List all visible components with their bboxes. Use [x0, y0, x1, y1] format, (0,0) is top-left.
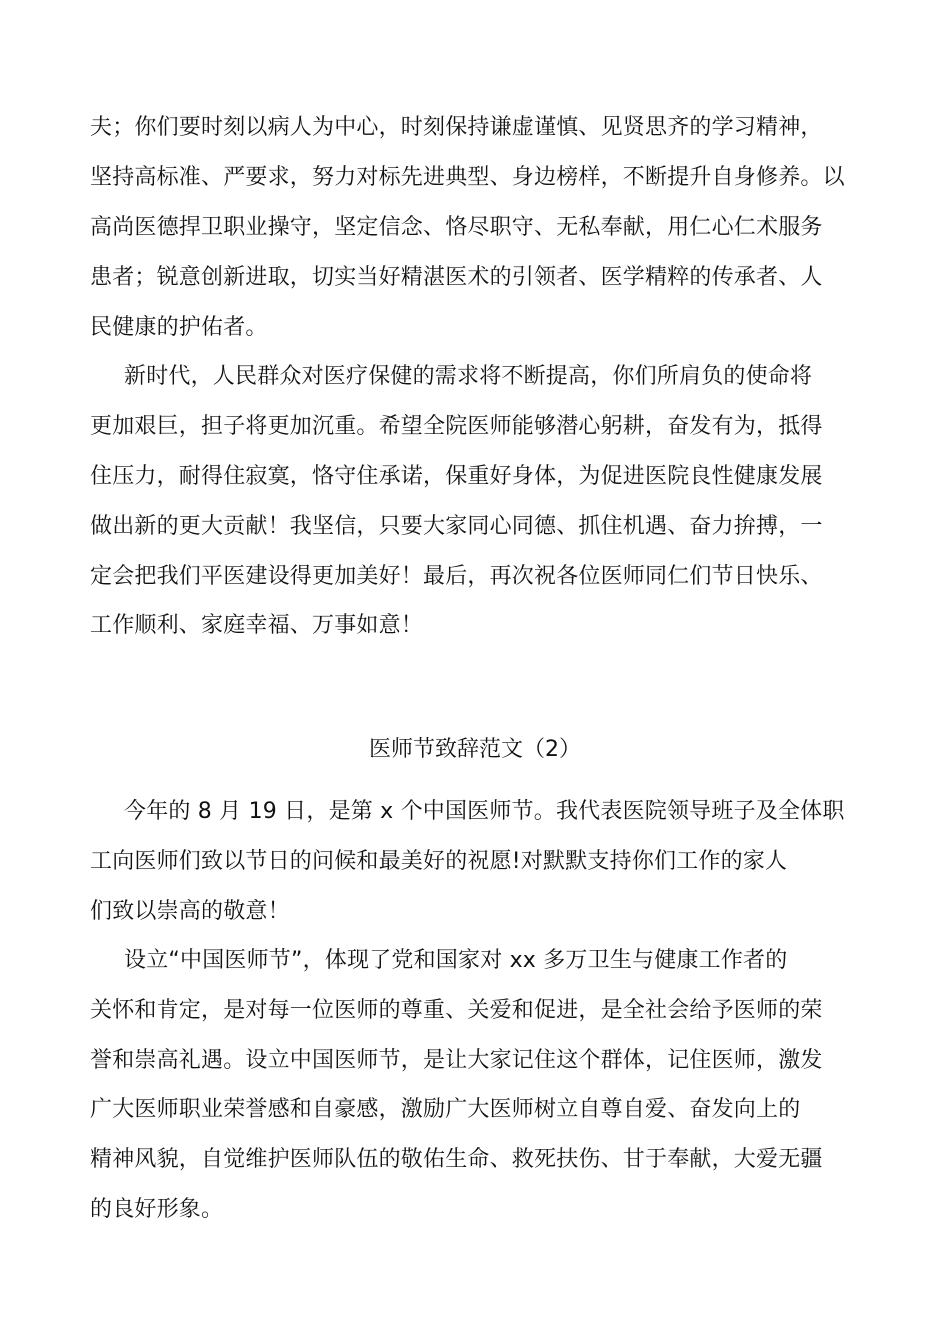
text-line: 的良好形象。 [90, 1197, 224, 1222]
text-line: 住压力，耐得住寂寞，恪守住承诺，保重好身体，为促进医院良性健康发展 [90, 464, 823, 489]
text-line: 更加艰巨，担子将更加沉重。希望全院医师能够潜心躬耕，奋发有为，抵得 [90, 414, 823, 439]
text-line: 关怀和肯定，是对每一位医师的尊重、关爱和促进，是全社会给予医师的荣 [90, 998, 823, 1023]
section-title: 医师节致辞范文（2） [369, 737, 581, 762]
text-line: 精神风貌，自觉维护医师队伍的敬佑生命、救死扶伤、甘于奉献，大爱无疆 [90, 1147, 823, 1172]
text-line: 夫；你们要时刻以病人为中心，时刻保持谦虚谨慎、见贤思齐的学习精神， [90, 115, 823, 140]
text-line: 今年的 8 月 19 日，是第 x 个中国医师节。我代表医院领导班子及全体职 [124, 799, 845, 824]
text-line: 誉和崇高礼遇。设立中国医师节，是让大家记住这个群体，记住医师，激发 [90, 1048, 823, 1073]
text-line: 工作顺利、家庭幸福、万事如意！ [90, 613, 424, 638]
text-line: 新时代，人民群众对医疗保健的需求将不断提高，你们所肩负的使命将 [124, 364, 813, 389]
text-line: 们致以崇高的敬意！ [90, 899, 290, 924]
text-line: 坚持高标准、严要求，努力对标先进典型、身边榜样，不断提升自身修养。以 [90, 165, 845, 190]
text-line: 设立“中国医师节”，体现了党和国家对 xx 多万卫生与健康工作者的 [124, 948, 788, 973]
text-line: 工向医师们致以节日的问候和最美好的祝愿!对默默支持你们工作的家人 [90, 849, 788, 874]
text-line: 民健康的护佑者。 [90, 315, 268, 340]
text-line: 患者；锐意创新进取，切实当好精湛医术的引领者、医学精粹的传承者、人 [90, 265, 823, 290]
text-line: 做出新的更大贡献！我坚信，只要大家同心同德、抓住机遇、奋力拚搏，一 [90, 514, 823, 539]
text-line: 定会把我们平医建设得更加美好！最后，再次祝各位医师同仁们节日快乐、 [90, 564, 823, 589]
text-line: 高尚医德捍卫职业操守，坚定信念、恪尽职守、无私奉献，用仁心仁术服务 [90, 215, 823, 240]
text-line: 广大医师职业荣誉感和自豪感，激励广大医师树立自尊自爱、奋发向上的 [90, 1097, 801, 1122]
